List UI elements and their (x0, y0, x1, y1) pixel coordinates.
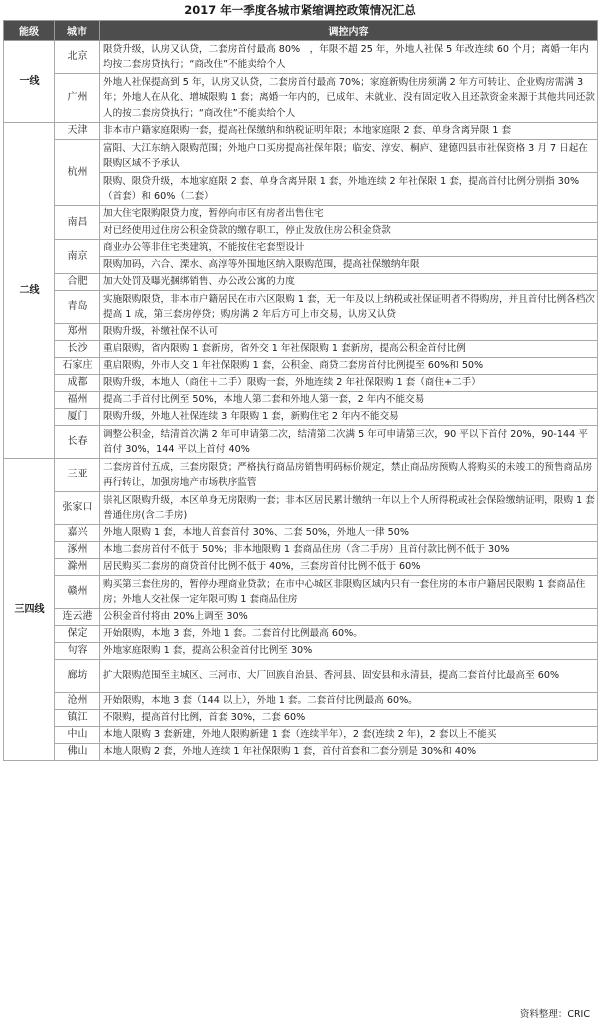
city-cell: 合肥 (55, 274, 100, 291)
policy-content-cell: 限购升级，补缴社保不认可 (100, 324, 598, 341)
policy-content-cell: 限购升级，外地人社保连续 3 年限购 1 套，新购住宅 2 年内不能交易 (100, 409, 598, 426)
policy-content-cell: 限贷升级，认房又认贷，二套房首付最高 80% ，年限不超 25 年，外地人社保 5 年改连续 60 个月；离婚一年内均按二套房贷执行；“商改住”不能卖给个人 (100, 41, 598, 74)
table-row (4, 609, 598, 626)
policy-content-cell: 开始限购，本地 3 套，外地 1 套。二套首付比例最高 60%。 (100, 626, 598, 643)
table-row (4, 727, 598, 744)
policy-content-cell: 调整公积金，结清首次满 2 年可申请第二次，结清第二次满 5 年可申请第三次，90 平以下首付 20%，90-144 平首付 30%，144 平以上首付 40% (100, 426, 598, 459)
city-cell: 广州 (55, 74, 100, 123)
policy-content-cell: 非本市户籍家庭限购一套，提高社保缴纳和纳税证明年限；本地家庭限 2 套、单身含离异限 1 套 (100, 123, 598, 140)
city-cell: 佛山 (55, 744, 100, 761)
policy-content-cell: 限购加码，六合、溧水、高淳等外围地区纳入限购范围，提高社保缴纳年限 (100, 257, 598, 274)
policy-content-cell: 外地人社保提高到 5 年，认房又认贷，二套房首付最高 70%；家庭新购住房须满 2 年方可转让、企业购房需满 3 年；外地人在从化、增城限购 1 套；离婚一年内的，已成年、未就业、没有固定收入且还款资金来源于其他共同还款人的按二套房贷执行；“商改住”不能卖给个人 (100, 74, 598, 123)
table-row (4, 375, 598, 392)
table-row (4, 392, 598, 409)
city-cell: 连云港 (55, 609, 100, 626)
city-cell: 北京 (55, 41, 100, 74)
header-tier: 能级 (4, 21, 55, 41)
table-row (4, 559, 598, 576)
header-city: 城市 (55, 21, 100, 41)
city-cell: 嘉兴 (55, 525, 100, 542)
table-row (4, 291, 598, 324)
policy-content-cell: 公积金首付将由 20%上调至 30% (100, 609, 598, 626)
table-row (4, 693, 598, 710)
policy-content-cell: 外地家庭限购 1 套，提高公积金首付比例至 30% (100, 643, 598, 660)
city-cell: 句容 (55, 643, 100, 660)
city-cell: 三亚 (55, 459, 100, 492)
policy-content-cell: 富阳、大江东纳入限购范围；外地户口买房提高社保年限；临安、淳安、桐庐、建德四县市社保资格 3 月 7 日起在限购区域不予承认 (100, 140, 598, 173)
page-title: 2017 年一季度各城市紧缩调控政策情况汇总 (184, 3, 416, 17)
city-cell: 长春 (55, 426, 100, 459)
city-cell: 青岛 (55, 291, 100, 324)
policy-content-cell: 对已经使用过住房公积金贷款的缴存职工，停止发放住房公积金贷款 (100, 223, 598, 240)
policy-content-cell: 外地人限购 1 套，本地人首套首付 30%、二套 50%，外地人一律 50% (100, 525, 598, 542)
city-cell: 郑州 (55, 324, 100, 341)
tier-cell: 二线 (4, 123, 55, 459)
table-row (4, 459, 598, 492)
policy-content-cell: 崇礼区限购升级，本区单身无房限购一套；非本区居民累计缴纳一年以上个人所得税或社会保险缴纳证明，限购 1 套普通住房(含二手房) (100, 492, 598, 525)
city-cell: 镇江 (55, 710, 100, 727)
table-row (4, 542, 598, 559)
policy-content-cell: 本地人限购 2 套，外地人连续 1 年社保限购 1 套，首付首套和二套分别是 30%和 40% (100, 744, 598, 761)
city-cell: 涿州 (55, 542, 100, 559)
policy-content-cell: 重启限购，省内限购 1 套新房，省外交 1 年社保限购 1 套新房，提高公积金首付比例 (100, 341, 598, 358)
city-cell: 沧州 (55, 693, 100, 710)
table-row (4, 744, 598, 761)
table-row (4, 710, 598, 727)
city-cell: 杭州 (55, 140, 100, 206)
table-row (4, 576, 598, 609)
table-row (4, 426, 598, 459)
tier-cell: 三四线 (4, 459, 55, 761)
policy-content-cell: 提高二手首付比例至 50%，本地人第二套和外地人第一套，2 年内不能交易 (100, 392, 598, 409)
city-cell: 天津 (55, 123, 100, 140)
header-content: 调控内容 (100, 21, 598, 41)
table-row (4, 324, 598, 341)
table-row (4, 41, 598, 74)
policy-content-cell: 限购、限贷升级，本地家庭限 2 套、单身含离异限 1 套，外地连续 2 年社保限 1 套，提高首付比例分别指 30%（首套）和 60%（二套） (100, 173, 598, 206)
policy-table-body (4, 41, 598, 761)
table-row (4, 492, 598, 525)
policy-content-cell: 本地二套房首付不低于 50%；非本地限购 1 套商品住房（含二手房）且首付款比例不低于 30% (100, 542, 598, 559)
table-row (4, 660, 598, 693)
tier-cell: 一线 (4, 41, 55, 123)
policy-content-cell: 购买第三套住房的，暂停办理商业贷款；在市中心城区非限购区域内只有一套住房的本市户籍居民限购 1 套商品住房；外地人交社保一定年限可购 1 套商品住房 (100, 576, 598, 609)
header-row (4, 21, 598, 41)
city-cell: 石家庄 (55, 358, 100, 375)
policy-content-cell: 实施限购限贷，非本市户籍居民在市六区限购 1 套，无一年及以上纳税或社保证明者不得购房，并且首付比例各档次提高 1 成，第三套房停贷；购房满 2 年后方可上市交易，认房又认贷 (100, 291, 598, 324)
table-row (4, 626, 598, 643)
city-cell: 廊坊 (55, 660, 100, 693)
policy-content-cell: 加大住宅限购限贷力度，暂停向市区有房者出售住宅 (100, 206, 598, 223)
policy-content-cell: 商业办公等非住宅类建筑，不能按住宅套型设计 (100, 240, 598, 257)
city-cell: 厦门 (55, 409, 100, 426)
table-row (4, 206, 598, 223)
table-row (4, 140, 598, 173)
policy-content-cell: 扩大限购范围至主城区、三河市、大厂回族自治县、香河县、固安县和永清县，提高二套首付比最高至 60% (100, 660, 598, 693)
policy-content-cell: 不限购，提高首付比例，首套 30%，二套 60% (100, 710, 598, 727)
table-row (4, 358, 598, 375)
table-row (4, 409, 598, 426)
city-cell: 中山 (55, 727, 100, 744)
policy-content-cell: 重启限购，外市人交 1 年社保限购 1 套，公积金、商贷二套房首付比例提至 60%和 50% (100, 358, 598, 375)
city-cell: 南昌 (55, 206, 100, 240)
table-row (4, 341, 598, 358)
table-row (4, 525, 598, 542)
city-cell: 成都 (55, 375, 100, 392)
city-cell: 滁州 (55, 559, 100, 576)
policy-table (3, 20, 598, 761)
source-note: 资料整理：CRIC (519, 1009, 590, 1020)
table-row (4, 123, 598, 140)
table-row (4, 74, 598, 123)
policy-content-cell: 限购升级，本地人（商住＋二手）限购一套，外地连续 2 年社保限购 1 套（商住+二手） (100, 375, 598, 392)
city-cell: 南京 (55, 240, 100, 274)
policy-content-cell: 开始限购，本地 3 套（144 以上），外地 1 套。二套首付比例最高 60%。 (100, 693, 598, 710)
policy-content-cell: 本地人限购 3 套新建，外地人限购新建 1 套（连续半年），2 套(连续 2 年)，2 套以上不能买 (100, 727, 598, 744)
city-cell: 张家口 (55, 492, 100, 525)
policy-content-cell: 加大处罚及曝光捆绑销售、办公改公寓的力度 (100, 274, 598, 291)
table-row (4, 240, 598, 257)
table-row (4, 643, 598, 660)
city-cell: 长沙 (55, 341, 100, 358)
table-row (4, 274, 598, 291)
policy-content-cell: 居民购买二套房的商贷首付比例不低于 40%，三套房首付比例不低于 60% (100, 559, 598, 576)
policy-content-cell: 二套房首付五成，三套房限贷；严格执行商品房销售明码标价规定，禁止商品房预购人将购买的未竣工的预售商品房再行转让，加强房地产市场秩序监管 (100, 459, 598, 492)
city-cell: 福州 (55, 392, 100, 409)
city-cell: 保定 (55, 626, 100, 643)
city-cell: 赣州 (55, 576, 100, 609)
